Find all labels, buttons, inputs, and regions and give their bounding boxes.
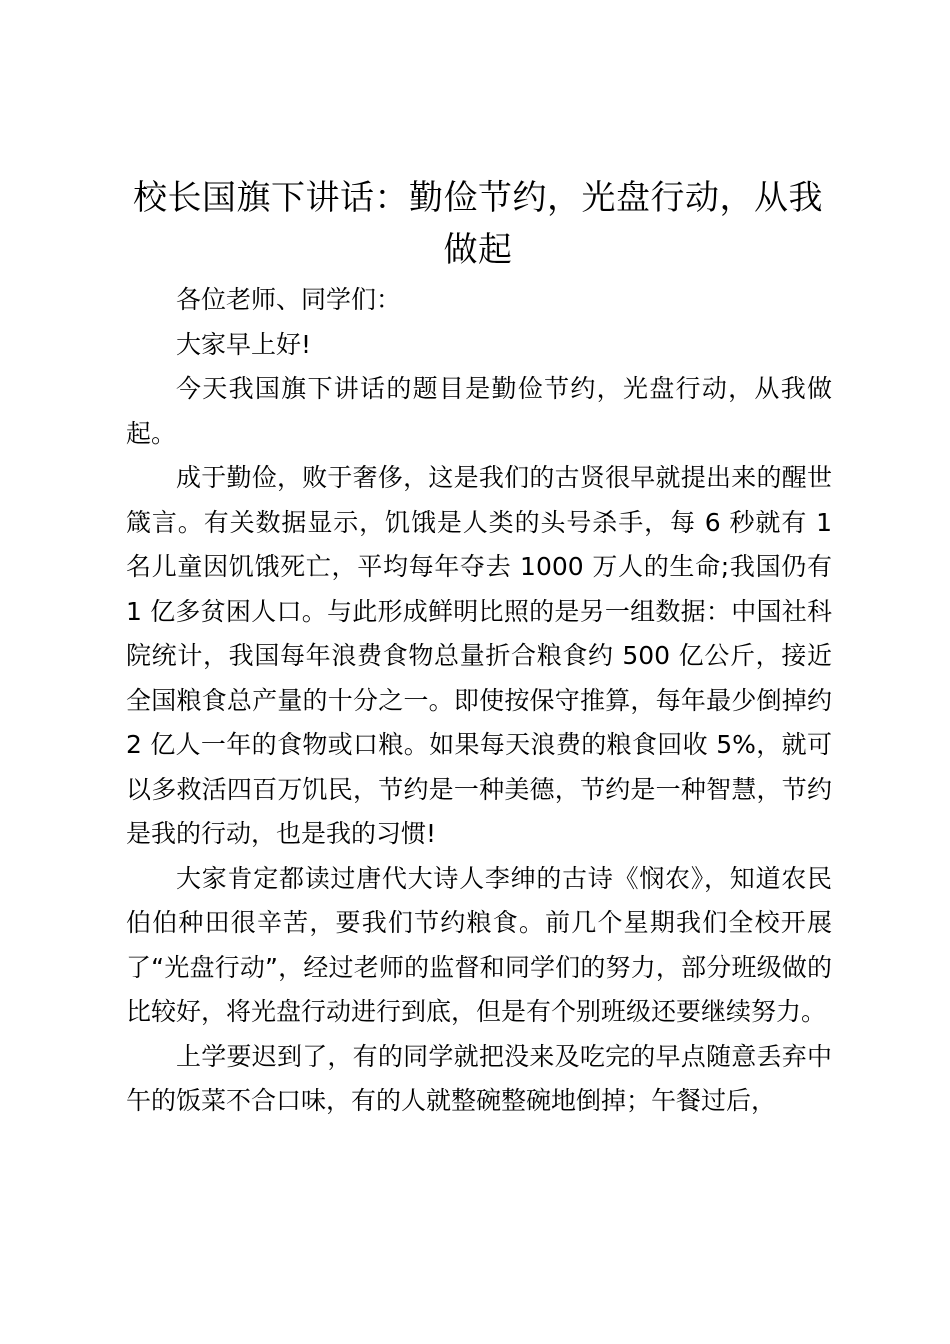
waste-paragraph: 上学要迟到了，有的同学就把没来及吃完的早点随意丢弃中午的饭菜不合口味，有的人就整碗整碗地倒掉；午餐过后， <box>126 1041 832 1115</box>
topic-paragraph: 今天我国旗下讲话的题目是勤俭节约，光盘行动，从我做起。 <box>126 374 832 448</box>
document-body <box>126 278 832 1124</box>
greeting-paragraph: 大家早上好! <box>176 329 312 359</box>
salutation-paragraph: 各位老师、同学们： <box>176 285 402 314</box>
document-title: 校长国旗下讲话：勤俭节约，光盘行动，从我做起 <box>133 178 823 270</box>
poem-paragraph: 大家肯定都读过唐代大诗人李绅的古诗《悯农》，知道农民伯伯种田很辛苦，要我们节约粮食。前几个星期我们全校开展了“光盘行动”，经过老师的监督和同学们的努力，部分班级做的比较好，将光盘行动进行到底，但是有个别班级还要继续努力。 <box>126 863 832 1026</box>
statistics-paragraph: 成于勤俭，败于奢侈，这是我们的古贤很早就提出来的醒世箴言。有关数据显示，饥饿是人类的头号杀手，每 6 秒就有 1 名儿童因饥饿死亡，平均每年夺去 1000 万人的生命;我国仍有 1 亿多贫困人口。与此形成鲜明比照的是另一组数据：中国社科院统计，我国每年浪费食物总量折合粮食约 500 亿公斤，接近全国粮食总产量的十分之一。即使按保守推算，每年最少倒掉约 2 亿人一年的食物或口粮。如果每天浪费的粮食回收 5%，就可以多救活四百万饥民，节约是一种美德，节约是一种智慧，节约是我的行动，也是我的习惯! <box>126 463 832 848</box>
